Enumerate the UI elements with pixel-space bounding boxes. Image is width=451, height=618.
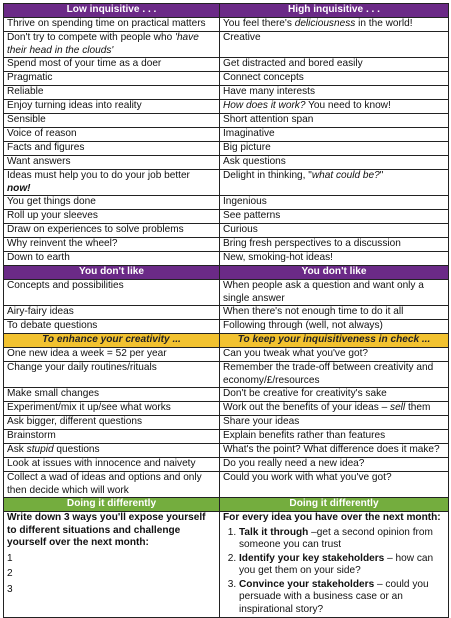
inquisitiveness-table — [3, 3, 449, 618]
idea-steps-list — [223, 527, 445, 617]
high-trait: Delight in thinking, "what could be?" — [220, 170, 449, 196]
tip-left: Brainstorm — [4, 430, 220, 444]
low-trait: Why reinvent the wheel? — [4, 238, 220, 252]
table-row — [4, 142, 449, 156]
high-trait: You feel there's deliciousness in the world! — [220, 18, 449, 32]
table-row — [4, 280, 449, 306]
low-inquisitive-header: Low inquisitive . . . — [4, 4, 220, 18]
blank-item-1: 1 — [7, 552, 13, 564]
table-row — [4, 388, 449, 402]
low-trait: Facts and figures — [4, 142, 220, 156]
table-row — [4, 114, 449, 128]
table-row — [4, 196, 449, 210]
low-trait: Thrive on spending time on practical matters — [4, 18, 220, 32]
tip-left: One new idea a week = 52 per year — [4, 348, 220, 362]
dislike-header-row — [4, 266, 449, 280]
table-row — [4, 444, 449, 458]
traits-header-row — [4, 4, 449, 18]
tip-left: Change your daily routines/rituals — [4, 362, 220, 388]
dislike-left: To debate questions — [4, 320, 220, 334]
low-trait: You get things done — [4, 196, 220, 210]
enhance-creativity-header: To enhance your creativity ... — [4, 334, 220, 348]
table-row — [4, 72, 449, 86]
tip-left: Collect a wad of ideas and options and only then decide which will work — [4, 472, 220, 498]
keep-in-check-header: To keep your inquisitiveness in check ... — [220, 334, 449, 348]
tip-right: Can you tweak what you've got? — [220, 348, 449, 362]
table-row — [4, 472, 449, 498]
tip-left: Ask stupid questions — [4, 444, 220, 458]
table-row — [4, 306, 449, 320]
table-row — [4, 100, 449, 114]
high-trait: Big picture — [220, 142, 449, 156]
challenge-instructions: Write down 3 ways you'll expose yourself to different situations and challenge yourself over the next month: — [7, 512, 206, 548]
dislike-left-header: You don't like — [4, 266, 220, 280]
table-row — [4, 224, 449, 238]
low-trait: Ideas must help you to do your job better now! — [4, 170, 220, 196]
idea-steps-intro: For every idea you have over the next month: — [223, 512, 441, 523]
table-row — [4, 18, 449, 32]
doing-differently-right-header: Doing it differently — [220, 498, 449, 512]
dislike-right: When there's not enough time to do it all — [220, 306, 449, 320]
dislike-left: Airy-fairy ideas — [4, 306, 220, 320]
step-talk-it-through: 1. Talk it through –get a second opinion from someone you can trust — [239, 527, 445, 552]
idea-steps-cell — [220, 512, 449, 618]
tip-right: Share your ideas — [220, 416, 449, 430]
blank-item-3: 3 — [7, 583, 13, 595]
dislike-right: When people ask a question and want only a single answer — [220, 280, 449, 306]
challenge-yourself-cell — [4, 512, 220, 618]
dislike-right-header: You don't like — [220, 266, 449, 280]
action-header-row — [4, 498, 449, 512]
tip-right: Explain benefits rather than features — [220, 430, 449, 444]
high-trait: Connect concepts — [220, 72, 449, 86]
low-trait: Spend most of your time as a doer — [4, 58, 220, 72]
high-trait: New, smoking-hot ideas! — [220, 252, 449, 266]
tip-right: Don't be creative for creativity's sake — [220, 388, 449, 402]
table-row — [4, 238, 449, 252]
low-trait: Don't try to compete with people who 'have their head in the clouds' — [4, 32, 220, 58]
step-identify-stakeholders: 2. Identify your key stakeholders – how can you get them on your side? — [239, 553, 445, 578]
tip-right: Could you work with what you've got? — [220, 472, 449, 498]
table-row — [4, 86, 449, 100]
step-convince-stakeholders: 3. Convince your stakeholders – could you persuade with a business case or an inspirational story? — [239, 579, 445, 617]
low-trait: Pragmatic — [4, 72, 220, 86]
high-trait: Imaginative — [220, 128, 449, 142]
table-row — [4, 252, 449, 266]
high-trait: Bring fresh perspectives to a discussion — [220, 238, 449, 252]
table-row — [4, 210, 449, 224]
dislike-right: Following through (well, not always) — [220, 320, 449, 334]
table-row — [4, 362, 449, 388]
table-row — [4, 458, 449, 472]
numbered-blanks — [7, 553, 216, 597]
tips-header-row — [4, 334, 449, 348]
tip-right: Do you really need a new idea? — [220, 458, 449, 472]
doing-differently-left-header: Doing it differently — [4, 498, 220, 512]
table-row — [4, 402, 449, 416]
table-row — [4, 58, 449, 72]
table-row — [4, 430, 449, 444]
high-trait: Get distracted and bored easily — [220, 58, 449, 72]
high-trait: How does it work? You need to know! — [220, 100, 449, 114]
high-trait: Short attention span — [220, 114, 449, 128]
low-trait: Sensible — [4, 114, 220, 128]
low-trait: Voice of reason — [4, 128, 220, 142]
low-trait: Enjoy turning ideas into reality — [4, 100, 220, 114]
low-trait: Draw on experiences to solve problems — [4, 224, 220, 238]
high-trait: Curious — [220, 224, 449, 238]
tip-right: Remember the trade-off between creativity and economy/£/resources — [220, 362, 449, 388]
high-trait: See patterns — [220, 210, 449, 224]
high-trait: Ingenious — [220, 196, 449, 210]
table-row — [4, 416, 449, 430]
tip-left: Make small changes — [4, 388, 220, 402]
tip-left: Ask bigger, different questions — [4, 416, 220, 430]
tip-left: Experiment/mix it up/see what works — [4, 402, 220, 416]
blank-item-2: 2 — [7, 568, 13, 579]
low-trait: Want answers — [4, 156, 220, 170]
dislike-left: Concepts and possibilities — [4, 280, 220, 306]
table-row — [4, 170, 449, 196]
high-inquisitive-header: High inquisitive . . . — [220, 4, 449, 18]
action-row — [4, 512, 449, 618]
tip-right: Work out the benefits of your ideas – sell them — [220, 402, 449, 416]
table-row — [4, 320, 449, 334]
high-trait: Have many interests — [220, 86, 449, 100]
table-row — [4, 348, 449, 362]
low-trait: Down to earth — [4, 252, 220, 266]
low-trait: Roll up your sleeves — [4, 210, 220, 224]
table-row — [4, 156, 449, 170]
tip-left: Look at issues with innocence and naivety — [4, 458, 220, 472]
tip-right: What's the point? What difference does it make? — [220, 444, 449, 458]
low-trait: Reliable — [4, 86, 220, 100]
high-trait: Ask questions — [220, 156, 449, 170]
table-row — [4, 32, 449, 58]
high-trait: Creative — [220, 32, 449, 58]
table-row — [4, 128, 449, 142]
